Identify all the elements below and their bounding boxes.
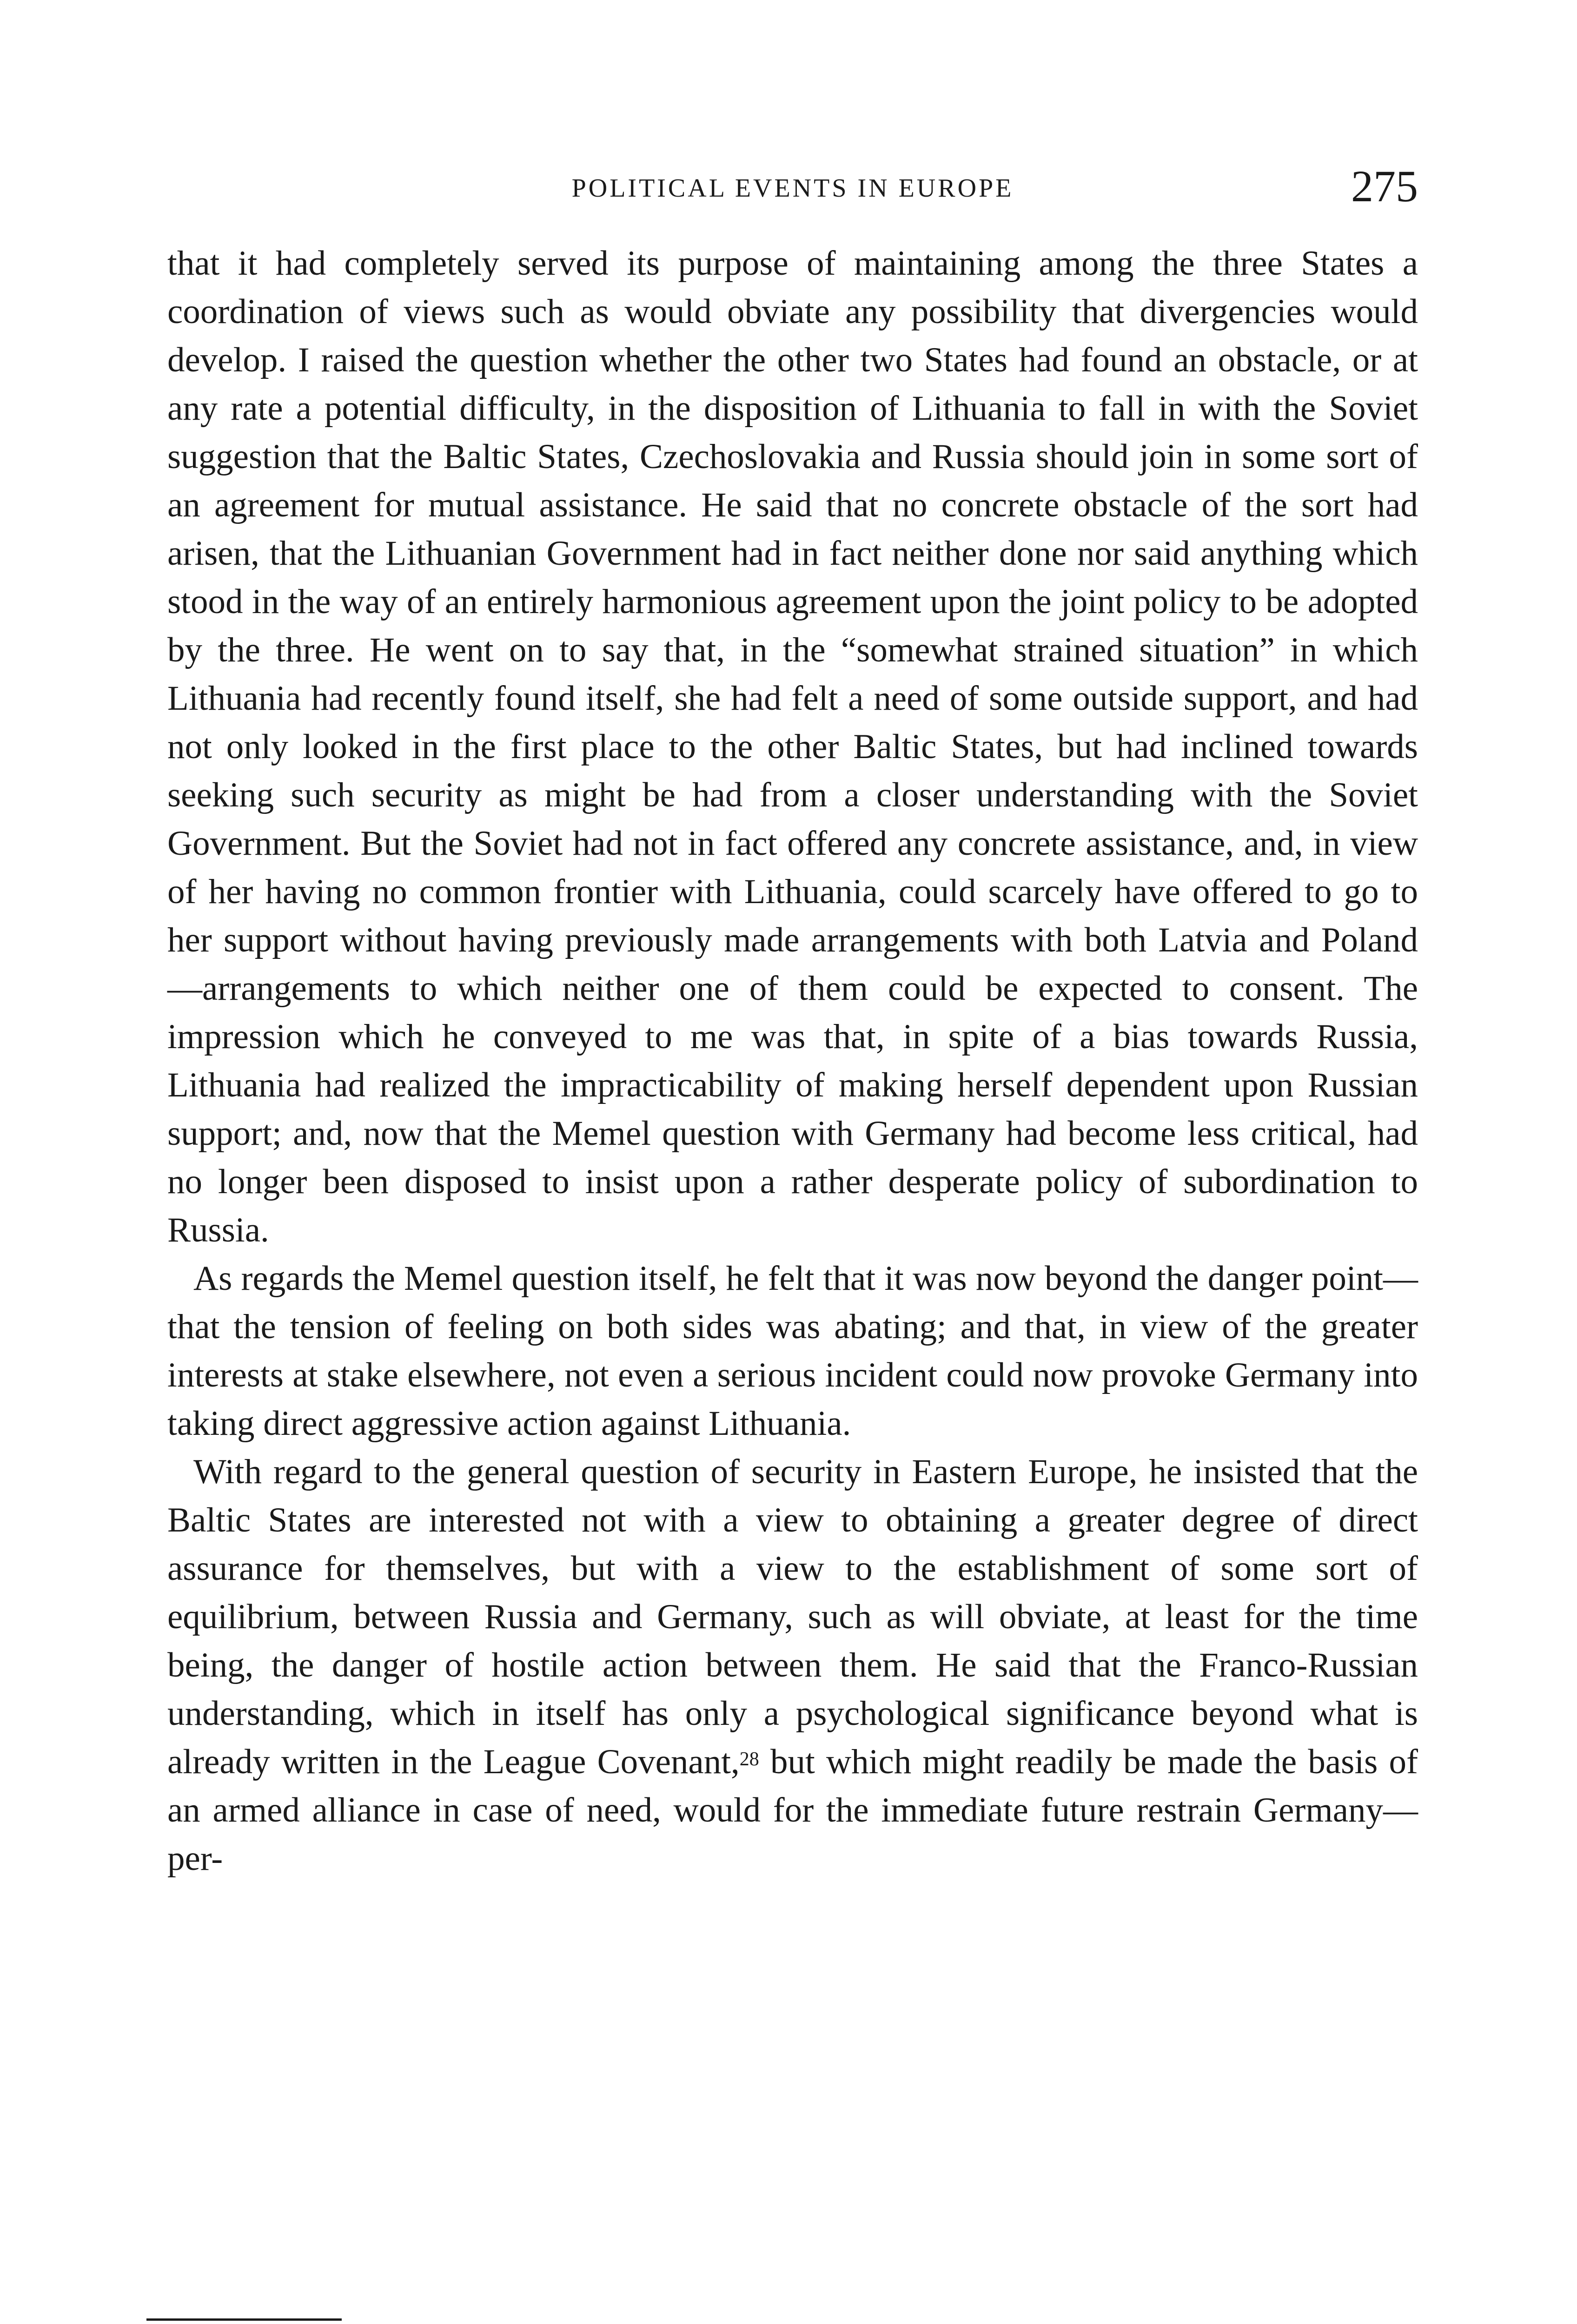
body-text xyxy=(167,239,1418,1883)
paragraph-3-continuation: but which might readily be made the basis of an armed alliance in case of need, would for the immediate future restrain Germany—per- xyxy=(167,1743,1418,1878)
page-number: 275 xyxy=(1351,161,1418,211)
paragraph-3-text: With regard to the general question of security in Eastern Europe, he insisted that the Baltic States are interested not with a view to obtaining a greater degree of direct assurance for themselves, but with a view to the establishment of some sort of equilibrium, between Russia and Germany, such as will obviate, at least for the time being, the danger of hostile action between them. He said that the Franco-Russian understanding, which in itself has only a psychological significance beyond what is already written in the League Covenant, xyxy=(167,1452,1418,1781)
paragraph-1: that it had completely served its purpose of maintaining among the three States a coordination of views such as would obviate any possibility that divergencies would develop. I raised the question whether the other two States had found an obstacle, or at any rate a potential difficulty, in the disposition of Lithuania to fall in with the Soviet suggestion that the Baltic States, Czechoslovakia and Russia should join in some sort of an agreement for mutual assistance. He said that no concrete obstacle of the sort had arisen, that the Lithuanian Government had in fact neither done nor said anything which stood in the way of an entirely harmonious agreement upon the joint policy to be adopted by the three. He went on to say that, in the “somewhat strained situation” in which Lithuania had recently found itself, she had felt a need of some outside support, and had not only looked in the first place to the other Baltic States, but had inclined towards seeking such security as might be had from a closer understanding with the Soviet Government. But the Soviet had not in fact offered any concrete assistance, and, in view of her having no common frontier with Lithuania, could scarcely have offered to go to her support without having previously made arrangements with both Latvia and Poland—arrangements to which neither one of them could be expected to consent. The impression which he conveyed to me was that, in spite of a bias towards Russia, Lithuania had realized the impracticability of making herself dependent upon Russian support; and, now that the Memel question with Germany had become less critical, had no longer been disposed to insist upon a rather desperate policy of subordination to Russia. xyxy=(167,244,1418,1249)
footnote-reference[interactable]: 28 xyxy=(739,1749,759,1770)
running-header xyxy=(167,160,1418,211)
paragraph-2: As regards the Memel question itself, he felt that it was now beyond the danger point—that the tension of feeling on both sides was abating; and that, in view of the greater interests at stake elsewhere, not even a serious incident could now provoke Germany into taking direct aggressive action against Lithuania. xyxy=(167,1259,1418,1443)
footnote-separator xyxy=(146,2318,342,2321)
running-title: POLITICAL EVENTS IN EUROPE xyxy=(571,174,1014,203)
paragraph-3 xyxy=(167,1448,1418,1883)
